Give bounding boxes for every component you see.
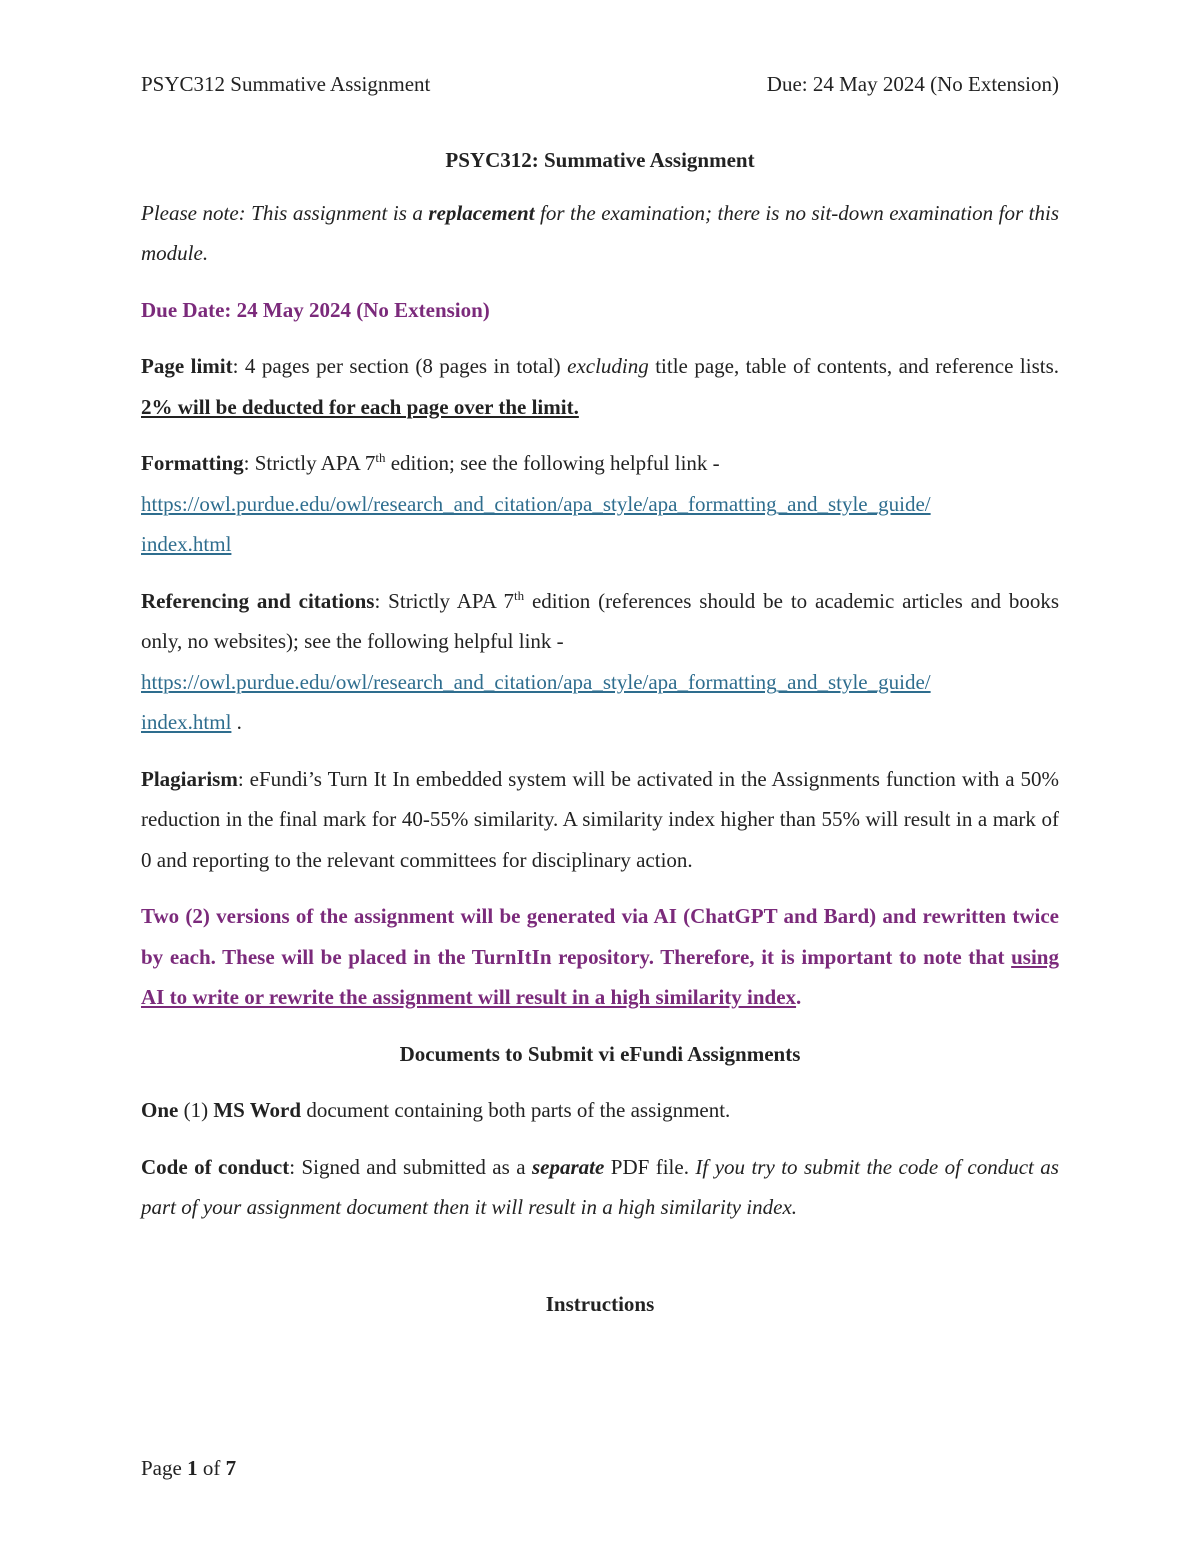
referencing-sup: th	[514, 587, 525, 603]
page-header	[141, 72, 1059, 100]
page-limit-text-2: title page, table of contents, and reference lists.	[648, 354, 1060, 378]
footer-page-word: Page	[141, 1456, 188, 1480]
document-title: PSYC312: Summative Assignment	[445, 148, 755, 172]
formatting-paragraph	[141, 443, 1059, 565]
referencing-label: Referencing and citations	[141, 588, 375, 613]
one-document-paragraph	[141, 1090, 1059, 1131]
section-spacer	[141, 1244, 1059, 1284]
referencing-link-line-2[interactable]: index.html	[141, 710, 232, 734]
page-limit-italic: excluding	[567, 354, 649, 378]
referencing-link-line-1[interactable]: https://owl.purdue.edu/owl/research_and_citation/apa_style/apa_formatting_and_style_guide/	[141, 669, 931, 694]
page-limit-text-1: : 4 pages per section (8 pages in total)	[232, 354, 568, 378]
note-paragraph	[141, 193, 1059, 274]
formatting-label: Formatting	[141, 451, 244, 475]
page-limit-label: Page limit	[141, 354, 233, 378]
page-limit-penalty: 2% will be deducted for each page over the limit.	[141, 394, 579, 419]
formatting-link-line-2[interactable]: index.html	[141, 532, 232, 556]
ai-notice-paragraph	[141, 896, 1059, 1018]
note-bold: replacement	[428, 200, 535, 225]
plagiarism-label: Plagiarism	[141, 766, 238, 791]
ai-notice-tail: .	[796, 985, 802, 1009]
page-footer	[141, 1456, 236, 1481]
referencing-text-2: edition (references should be to academic articles and books only, no websites); see the following helpful link -	[141, 588, 1059, 653]
page-limit-paragraph	[141, 346, 1059, 427]
header-due-date: Due: 24 May 2024 (No Extension)	[766, 72, 1059, 96]
code-conduct-text-2: PDF file.	[604, 1154, 696, 1179]
documents-heading	[141, 1034, 1059, 1075]
referencing-paragraph	[141, 581, 1059, 743]
formatting-link-line-1[interactable]: https://owl.purdue.edu/owl/research_and_citation/apa_style/apa_formatting_and_style_guide/	[141, 491, 931, 516]
formatting-text-1: : Strictly APA 7	[243, 451, 376, 475]
document-body	[141, 140, 1059, 1340]
referencing-tail: .	[231, 710, 242, 734]
documents-heading-text: Documents to Submit vi eFundi Assignments	[399, 1041, 801, 1066]
ai-notice-underline: using AI to write or rewrite the assignment will result in a high similarity index	[141, 944, 1059, 1009]
one-bold: One	[141, 1098, 179, 1122]
one-text-2: document containing both parts of the assignment.	[301, 1098, 731, 1122]
plagiarism-text: : eFundi’s Turn It In embedded system will be activated in the Assignments function with a 50% reduction in the final mark for 40-55% similarity. A similarity index higher than 55% will result in a mark of 0 and reporting to the relevant committees for disciplinary action.	[141, 766, 1059, 872]
instructions-heading	[141, 1284, 1059, 1325]
footer-total-pages: 7	[225, 1456, 237, 1480]
due-date-line: Due Date: 24 May 2024 (No Extension)	[141, 297, 490, 322]
code-conduct-text-1: : Signed and submitted as a	[289, 1154, 532, 1179]
one-text-1: (1)	[178, 1098, 214, 1122]
formatting-text-2: edition; see the following helpful link -	[385, 451, 720, 475]
plagiarism-paragraph	[141, 759, 1059, 881]
ms-word-bold: MS Word	[213, 1098, 302, 1122]
note-text-2: for the examination; there is no sit-down examination for this module.	[141, 200, 1059, 265]
code-conduct-separate: separate	[532, 1154, 605, 1179]
code-of-conduct-paragraph	[141, 1147, 1059, 1228]
header-course-title: PSYC312 Summative Assignment	[141, 72, 431, 96]
code-conduct-warning: If you try to submit the code of conduct as part of your assignment document then it will result in a high similarity index.	[141, 1154, 1059, 1219]
code-conduct-label: Code of conduct	[141, 1154, 290, 1179]
footer-page-number: 1	[187, 1456, 198, 1480]
ai-notice-text: Two (2) versions of the assignment will be generated via AI (ChatGPT and Bard) and rewritten twice by each. These will be placed in the TurnItIn repository. Therefore, it is important to note that	[141, 904, 1059, 969]
footer-of-word: of	[197, 1456, 226, 1480]
referencing-text-1: : Strictly APA 7	[374, 588, 514, 613]
instructions-heading-text: Instructions	[545, 1291, 655, 1316]
formatting-sup: th	[375, 450, 386, 465]
note-text-1: Please note: This assignment is a	[141, 200, 429, 225]
